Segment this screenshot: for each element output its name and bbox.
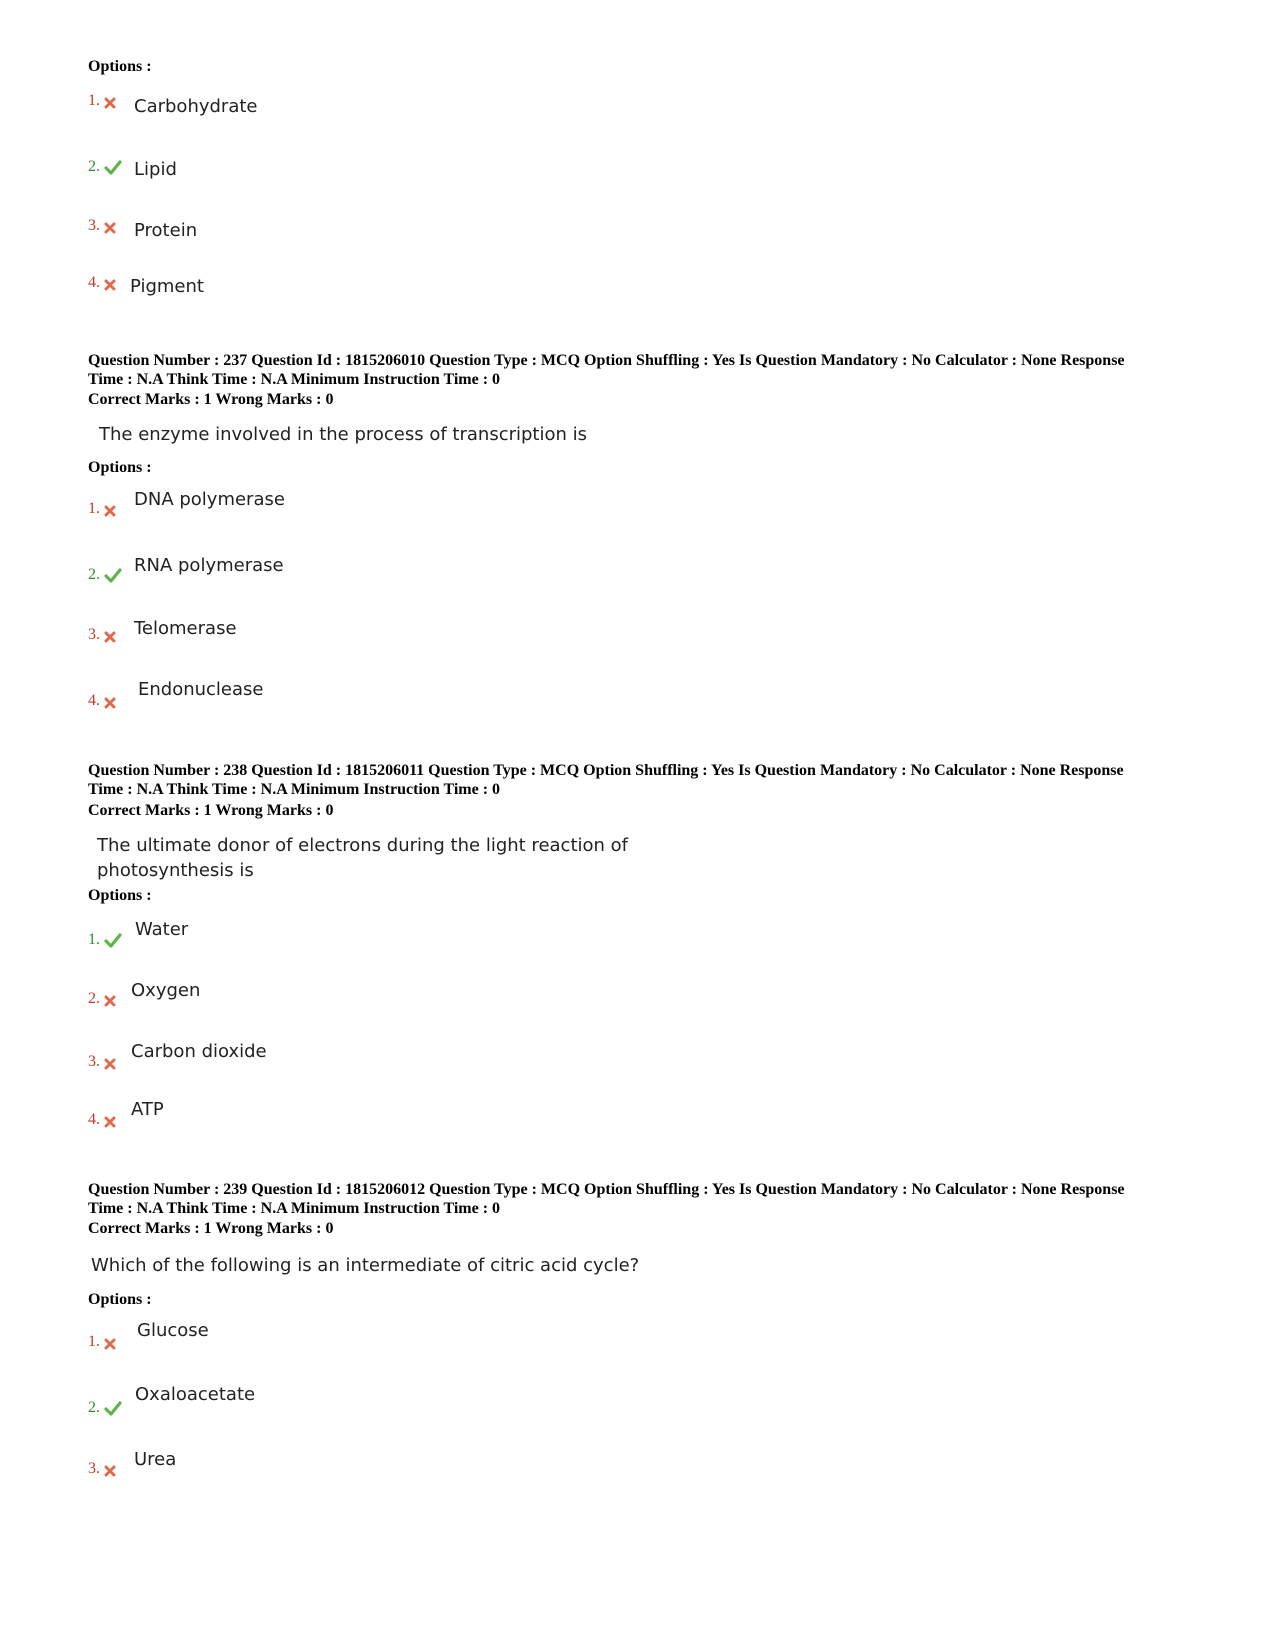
option-number: 1. (88, 931, 100, 948)
options-heading: Options : (88, 459, 152, 476)
cross-icon (104, 276, 122, 294)
question-meta-238: Question Number : 238 Question Id : 1815206011 Question Type : MCQ Option Shuffling : Yes Is Question Mandatory : No Calculator : None Response Time : N.A Think Time : N.A Minimum Instruction Time : 0 (88, 762, 1124, 798)
cross-icon (104, 502, 122, 520)
option-number: 4. (88, 692, 100, 709)
option-number: 3. (88, 1460, 100, 1477)
options-heading: Options : (88, 58, 152, 75)
option-text: Endonuclease (138, 679, 264, 700)
cross-icon (104, 992, 122, 1010)
option-number: 2. (88, 990, 100, 1007)
question-meta-239: Question Number : 239 Question Id : 1815206012 Question Type : MCQ Option Shuffling : Yes Is Question Mandatory : No Calculator : None Response Time : N.A Think Time : N.A Minimum Instruction Time : 0 (88, 1181, 1125, 1217)
question-marks-239: Correct Marks : 1 Wrong Marks : 0 (88, 1220, 334, 1237)
option-text: Lipid (134, 159, 177, 180)
check-icon (104, 568, 122, 586)
option-number: 4. (88, 1111, 100, 1128)
option-number: 2. (88, 566, 100, 583)
cross-icon (104, 694, 122, 712)
question-meta-237: Question Number : 237 Question Id : 1815206010 Question Type : MCQ Option Shuffling : Yes Is Question Mandatory : No Calculator : None Response Time : N.A Think Time : N.A Minimum Instruction Time : 0 (88, 352, 1125, 388)
option-number: 2. (88, 1399, 100, 1416)
check-icon (104, 160, 122, 178)
cross-icon (104, 1055, 122, 1073)
option-text: Telomerase (134, 618, 237, 639)
option-text: RNA polymerase (134, 555, 284, 576)
question-marks-237: Correct Marks : 1 Wrong Marks : 0 (88, 391, 334, 408)
option-text: Urea (134, 1449, 177, 1470)
option-text: Water (135, 919, 189, 940)
option-number: 1. (88, 1333, 100, 1350)
cross-icon (104, 1335, 122, 1353)
option-text: Protein (134, 220, 198, 241)
option-number: 3. (88, 1053, 100, 1070)
question-text-237: The enzyme involved in the process of transcription is (99, 424, 587, 445)
cross-icon (104, 628, 122, 646)
question-text-238: The ultimate donor of electrons during the light reaction of photosynthesis is (97, 835, 628, 881)
option-text: Oxaloacetate (135, 1384, 256, 1405)
option-text: DNA polymerase (134, 489, 285, 510)
check-icon (104, 1401, 122, 1419)
options-heading: Options : (88, 1291, 152, 1308)
cross-icon (104, 94, 122, 112)
option-number: 3. (88, 626, 100, 643)
cross-icon (104, 1113, 122, 1131)
check-icon (104, 933, 122, 951)
option-text: Carbon dioxide (131, 1041, 267, 1062)
question-text-239: Which of the following is an intermediate of citric acid cycle? (91, 1255, 640, 1276)
option-text: Glucose (137, 1320, 209, 1341)
option-number: 1. (88, 92, 100, 109)
option-text: Pigment (130, 276, 204, 297)
option-number: 4. (88, 274, 100, 291)
option-number: 1. (88, 500, 100, 517)
option-text: ATP (131, 1099, 164, 1120)
option-text: Oxygen (131, 980, 201, 1001)
option-number: 3. (88, 217, 100, 234)
cross-icon (104, 219, 122, 237)
option-number: 2. (88, 158, 100, 175)
options-heading: Options : (88, 887, 152, 904)
option-text: Carbohydrate (134, 96, 258, 117)
question-marks-238: Correct Marks : 1 Wrong Marks : 0 (88, 802, 334, 819)
cross-icon (104, 1462, 122, 1480)
